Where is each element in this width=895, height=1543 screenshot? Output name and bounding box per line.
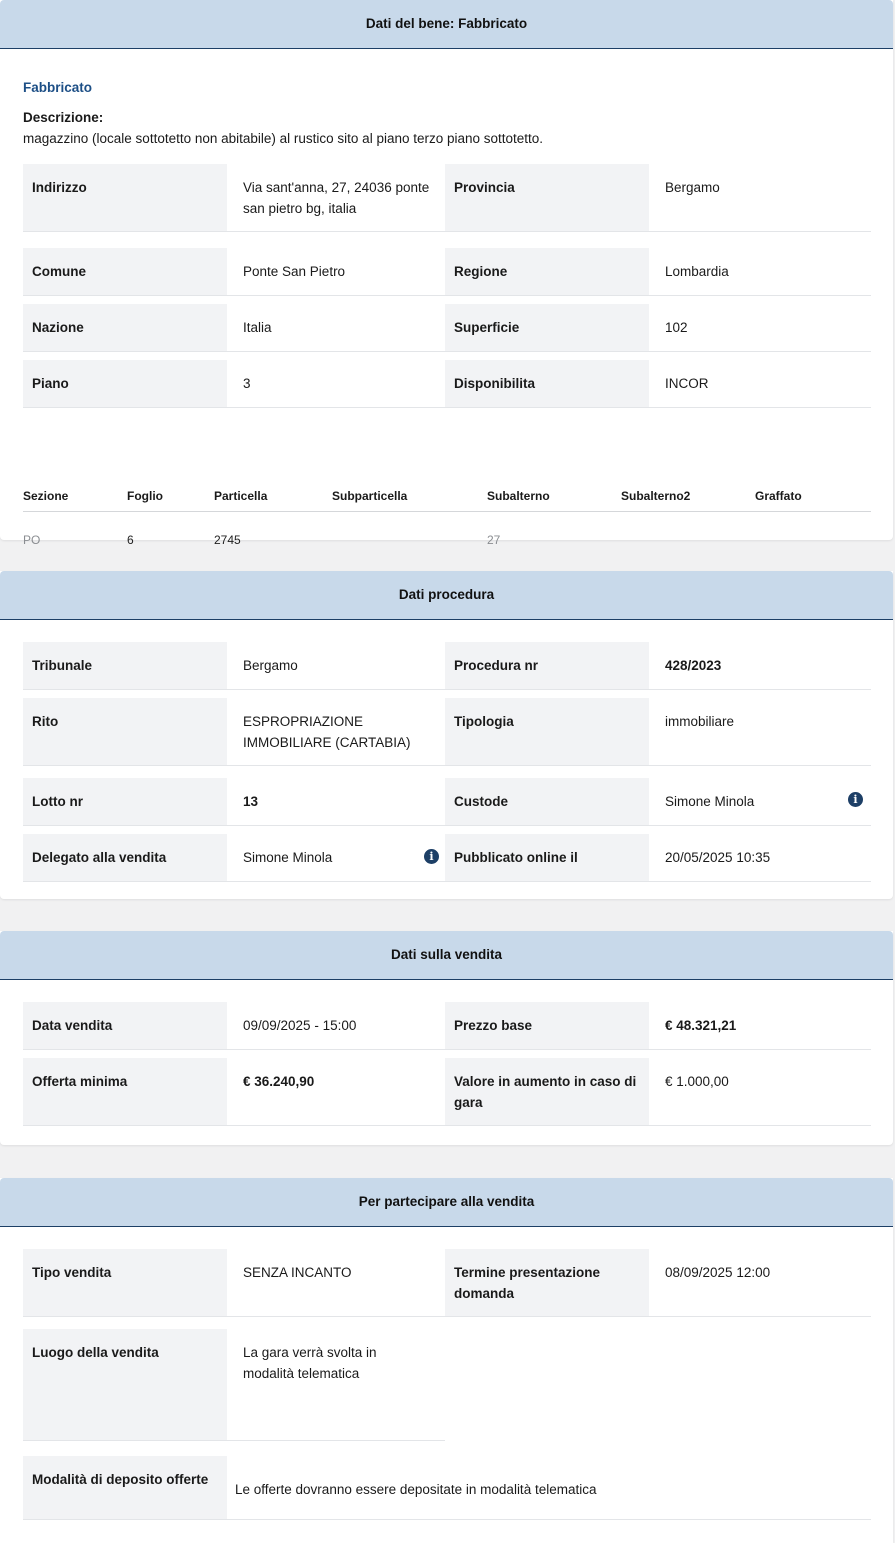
value-tribunale: Bergamo (243, 658, 298, 673)
label-piano: Piano (23, 360, 227, 407)
label-indirizzo: Indirizzo (23, 164, 227, 231)
vendita-row-data (23, 1002, 871, 1050)
value-rito: ESPROPRIAZIONE IMMOBILIARE (CARTABIA) (243, 714, 411, 750)
label-delegato: Delegato alla vendita (23, 834, 227, 881)
cell-particella: 2745 (214, 533, 241, 547)
delegato-info-icon[interactable]: i (424, 849, 439, 864)
table-row (23, 525, 871, 555)
value-data-vendita: 09/09/2025 - 15:00 (243, 1018, 357, 1033)
procedura-row-tribunale (23, 642, 871, 690)
label-rito: Rito (23, 698, 227, 765)
col-sezione: Sezione (23, 489, 69, 503)
col-subalterno2: Subalterno2 (621, 489, 691, 503)
bene-row-nazione (23, 304, 871, 352)
value-lotto-nr: 13 (243, 794, 259, 809)
custode-info-icon[interactable]: i (848, 792, 863, 807)
value-disponibilita: INCOR (665, 376, 709, 391)
procedura-row-rito (23, 698, 871, 766)
procedura-card (0, 571, 893, 899)
value-comune: Ponte San Pietro (243, 264, 346, 279)
col-foglio: Foglio (127, 489, 163, 503)
value-tipologia: immobiliare (665, 714, 735, 729)
partecipare-row-deposito (23, 1456, 871, 1520)
col-graffato: Graffato (755, 489, 802, 503)
value-valore-aumento: € 1.000,00 (665, 1074, 729, 1089)
value-procedura-nr: 428/2023 (665, 658, 722, 673)
bene-header: Dati del bene: Fabbricato (0, 0, 893, 49)
bene-type: Fabbricato (23, 80, 93, 95)
label-luogo: Luogo della vendita (23, 1329, 227, 1440)
label-pubblicato: Pubblicato online il (445, 834, 649, 881)
col-subalterno: Subalterno (487, 489, 550, 503)
partecipare-card (0, 1178, 893, 1543)
partecipare-row-tipo (23, 1249, 871, 1317)
label-valore-aumento: Valore in aumento in caso di gara (445, 1058, 649, 1125)
value-luogo: La gara verrà svolta in modalità telematica (243, 1345, 377, 1381)
partecipare-header: Per partecipare alla vendita (0, 1178, 893, 1227)
bene-row-comune (23, 248, 871, 296)
label-regione: Regione (445, 248, 649, 295)
value-regione: Lombardia (665, 264, 729, 279)
cell-subalterno: 27 (487, 533, 501, 547)
value-deposito: Le offerte dovranno essere depositate in modalità telematica (235, 1482, 597, 1497)
label-prezzo-base: Prezzo base (445, 1002, 649, 1049)
label-nazione: Nazione (23, 304, 227, 351)
description-label: Descrizione: (23, 110, 104, 125)
value-prezzo-base: € 48.321,21 (665, 1018, 737, 1033)
value-indirizzo: Via sant'anna, 27, 24036 ponte san pietro bg, italia (243, 180, 430, 216)
label-custode: Custode (445, 778, 649, 825)
label-provincia: Provincia (445, 164, 649, 231)
catasto-header (23, 481, 871, 512)
label-tipo-vendita: Tipo vendita (23, 1249, 227, 1316)
label-tribunale: Tribunale (23, 642, 227, 689)
value-offerta-minima: € 36.240,90 (243, 1074, 315, 1089)
bene-row-indirizzo (23, 164, 871, 232)
value-tipo-vendita: SENZA INCANTO (243, 1265, 352, 1280)
label-lotto-nr: Lotto nr (23, 778, 227, 825)
label-deposito: Modalità di deposito offerte (23, 1456, 227, 1519)
bene-row-piano (23, 360, 871, 408)
label-termine: Termine presentazione domanda (445, 1249, 649, 1316)
value-nazione: Italia (243, 320, 272, 335)
label-disponibilita: Disponibilita (445, 360, 649, 407)
partecipare-row-luogo (23, 1329, 445, 1441)
vendita-row-offerta (23, 1058, 871, 1126)
col-subparticella: Subparticella (332, 489, 408, 503)
vendita-header: Dati sulla vendita (0, 931, 893, 980)
col-particella: Particella (214, 489, 268, 503)
procedura-row-delegato (23, 834, 871, 882)
label-offerta-minima: Offerta minima (23, 1058, 227, 1125)
description-text: magazzino (locale sottotetto non abitabile) al rustico sito al piano terzo piano sottotetto. (23, 131, 544, 146)
value-piano: 3 (243, 376, 251, 391)
cell-foglio: 6 (127, 533, 134, 547)
procedura-row-lotto (23, 778, 871, 826)
label-data-vendita: Data vendita (23, 1002, 227, 1049)
label-comune: Comune (23, 248, 227, 295)
value-provincia: Bergamo (665, 180, 720, 195)
value-pubblicato: 20/05/2025 10:35 (665, 850, 771, 865)
vendita-card (0, 931, 893, 1145)
value-custode: Simone Minola (665, 794, 755, 809)
label-procedura-nr: Procedura nr (445, 642, 649, 689)
label-tipologia: Tipologia (445, 698, 649, 765)
value-termine: 08/09/2025 12:00 (665, 1265, 771, 1280)
cell-sezione: PO (23, 533, 41, 547)
procedura-header: Dati procedura (0, 571, 893, 620)
label-superficie: Superficie (445, 304, 649, 351)
bene-card (0, 0, 893, 547)
value-superficie: 102 (665, 320, 688, 335)
value-delegato: Simone Minola (243, 850, 333, 865)
